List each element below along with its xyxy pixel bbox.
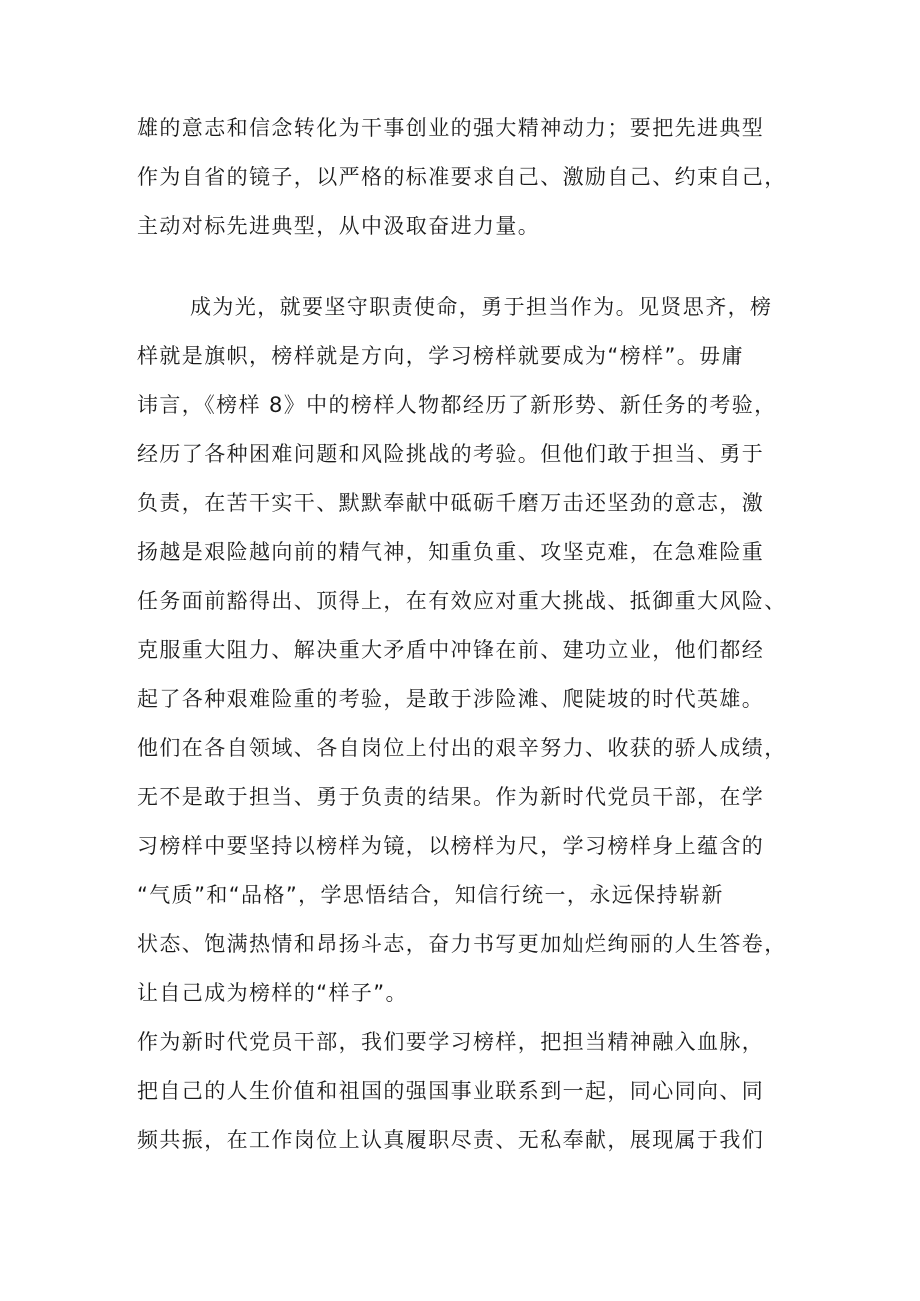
paragraph-2-line-2: 样就是旗帜，榜样就是方向，学习榜样就要成为“榜样”。毋庸 — [137, 344, 744, 368]
paragraph-3-line-1: 作为新时代党员干部，我们要学习榜样，把担当精神融入血脉， — [137, 1030, 765, 1054]
paragraph-2-line-14: 状态、饱满热情和昂扬斗志，奋力书写更加灿烂绚丽的人生答卷， — [137, 932, 787, 956]
paragraph-2-line-7: 任务面前豁得出、顶得上，在有效应对重大挑战、抵御重大风险、 — [137, 589, 787, 613]
paragraph-2-line-10: 他们在各自领域、各自岗位上付出的艰辛努力、收获的骄人成绩， — [137, 736, 787, 760]
paragraph-2-line-8: 克服重大阻力、解决重大矛盾中冲锋在前、建功立业，他们都经 — [137, 638, 765, 662]
paragraph-2-line-3: 讳言，《榜样 8》中的榜样人物都经历了新形势、新任务的考验， — [137, 393, 777, 417]
paragraph-2-line-6: 扬越是艰险越向前的精气神，知重负重、攻坚克难，在急难险重 — [137, 540, 765, 564]
paragraph-2-line-1: 成为光，就要坚守职责使命，勇于担当作为。见贤思齐，榜 — [190, 295, 773, 319]
paragraph-2-line-5: 负责，在苦干实干、默默奉献中砥砺千磨万击还坚劲的意志，激 — [137, 491, 765, 515]
paragraph-2-line-15: 让自己成为榜样的“样子”。 — [137, 981, 408, 1005]
paragraph-2-line-4: 经历了各种困难问题和风险挑战的考验。但他们敢于担当、勇于 — [137, 442, 765, 466]
paragraph-1-line-3: 主动对标先进典型，从中汲取奋进力量。 — [137, 214, 541, 238]
paragraph-2-line-11: 无不是敢于担当、勇于负责的结果。作为新时代党员干部，在学 — [137, 785, 765, 809]
paragraph-1-line-1: 雄的意志和信念转化为干事创业的强大精神动力；要把先进典型 — [137, 116, 765, 140]
paragraph-1-line-2: 作为自省的镜子，以严格的标准要求自己、激励自己、约束自己， — [137, 165, 787, 189]
paragraph-2-line-9: 起了各种艰难险重的考验，是敢于涉险滩、爬陡坡的时代英雄。 — [137, 687, 765, 711]
paragraph-3-line-2: 把自己的人生价值和祖国的强国事业联系到一起，同心同向、同 — [137, 1079, 765, 1103]
paragraph-2-line-12: 习榜样中要坚持以榜样为镜，以榜样为尺，学习榜样身上蕴含的 — [137, 834, 765, 858]
paragraph-2-line-13: “气质”和“品格”，学思悟结合，知信行统一，永远保持崭新 — [137, 883, 724, 907]
paragraph-3-line-3: 频共振，在工作岗位上认真履职尽责、无私奉献，展现属于我们 — [137, 1128, 765, 1152]
